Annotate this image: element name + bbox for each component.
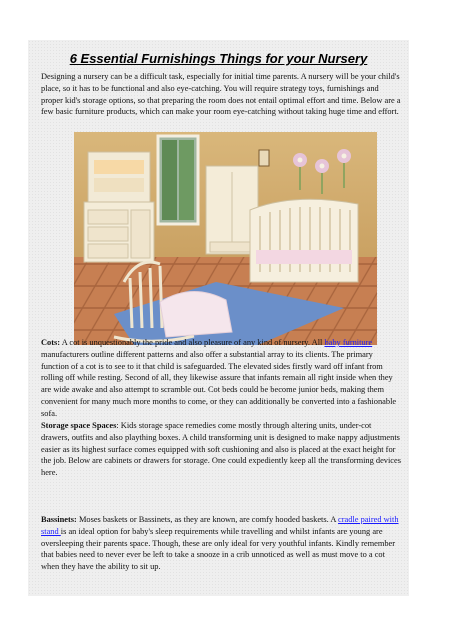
bassinets-paragraph [41, 514, 401, 573]
nursery-photo [74, 132, 377, 345]
cots-paragraph [41, 337, 401, 420]
storage-paragraph [41, 420, 401, 479]
page-title: 6 Essential Furnishings Things for your Nursery [69, 51, 368, 66]
cots-text-start: A cot is unquestionably the pride and also pleasure of any kind of nursery. All [60, 338, 325, 347]
bassinets-heading: Bassinets: [41, 515, 77, 524]
storage-heading: Storage space Spaces [41, 421, 117, 430]
baby-furniture-link[interactable]: baby furniture [324, 338, 373, 347]
cots-text-end: manufacturers outline different patterns and also offer a substantial array to its clients. The primary function of a cot is to see to it that child is safeguarded. The elevated sides firstly ward off infant from rolling off while resting. Second of all, they likewise assure that infants remain all right inside when they are wide awake and also attempt to scramble out. Cot beds could be become junior beds, making them convenient for many much more months to come, or they can additionally be converted into a fashionable sofa. [41, 349, 397, 418]
bassinets-text-start: Moses baskets or Bassinets, as they are known, are comfy hooded baskets. A [76, 515, 339, 524]
nursery-furniture-image [74, 132, 377, 345]
intro-paragraph: Designing a nursery can be a difficult task, especially for initial time parents. A nursery will be your child's place, so it has to be functional and also eye-catching. You will require strategy toys, furnishings and proper kid's storage options, so that preparing the room does not entail optimal effort and time. Below are a few basic furniture products, which can make your room eye-catching without taking huge time and effort. [41, 72, 401, 117]
cradle-stand-link[interactable]: cradle paired with stand [41, 515, 399, 536]
cots-heading: Cots: [41, 338, 61, 347]
storage-text: : Kids storage space remedies come mostly through altering units, under-cot drawers, outfits and also plaything boxes. A child transforming unit is designed to make nappy adjustments easier as its highest surface comes equipped with soft cushioning and also is placed at the exact height for the job. Below are cabinets or drawers for storage. One could expediently keep all the transforming devices here. [41, 421, 401, 478]
bassinets-text-end: is an ideal option for baby's sleep requirements while travelling and whilst infants are young are oversleeping their parents space. Though, these are only ideal for very youthful infants. Kindly remember that babies need to never ever be left to take a snooze in a crib unnoticed as well as must move to a cot when they have the ability to sit up. [41, 526, 396, 572]
document-page [28, 40, 409, 596]
